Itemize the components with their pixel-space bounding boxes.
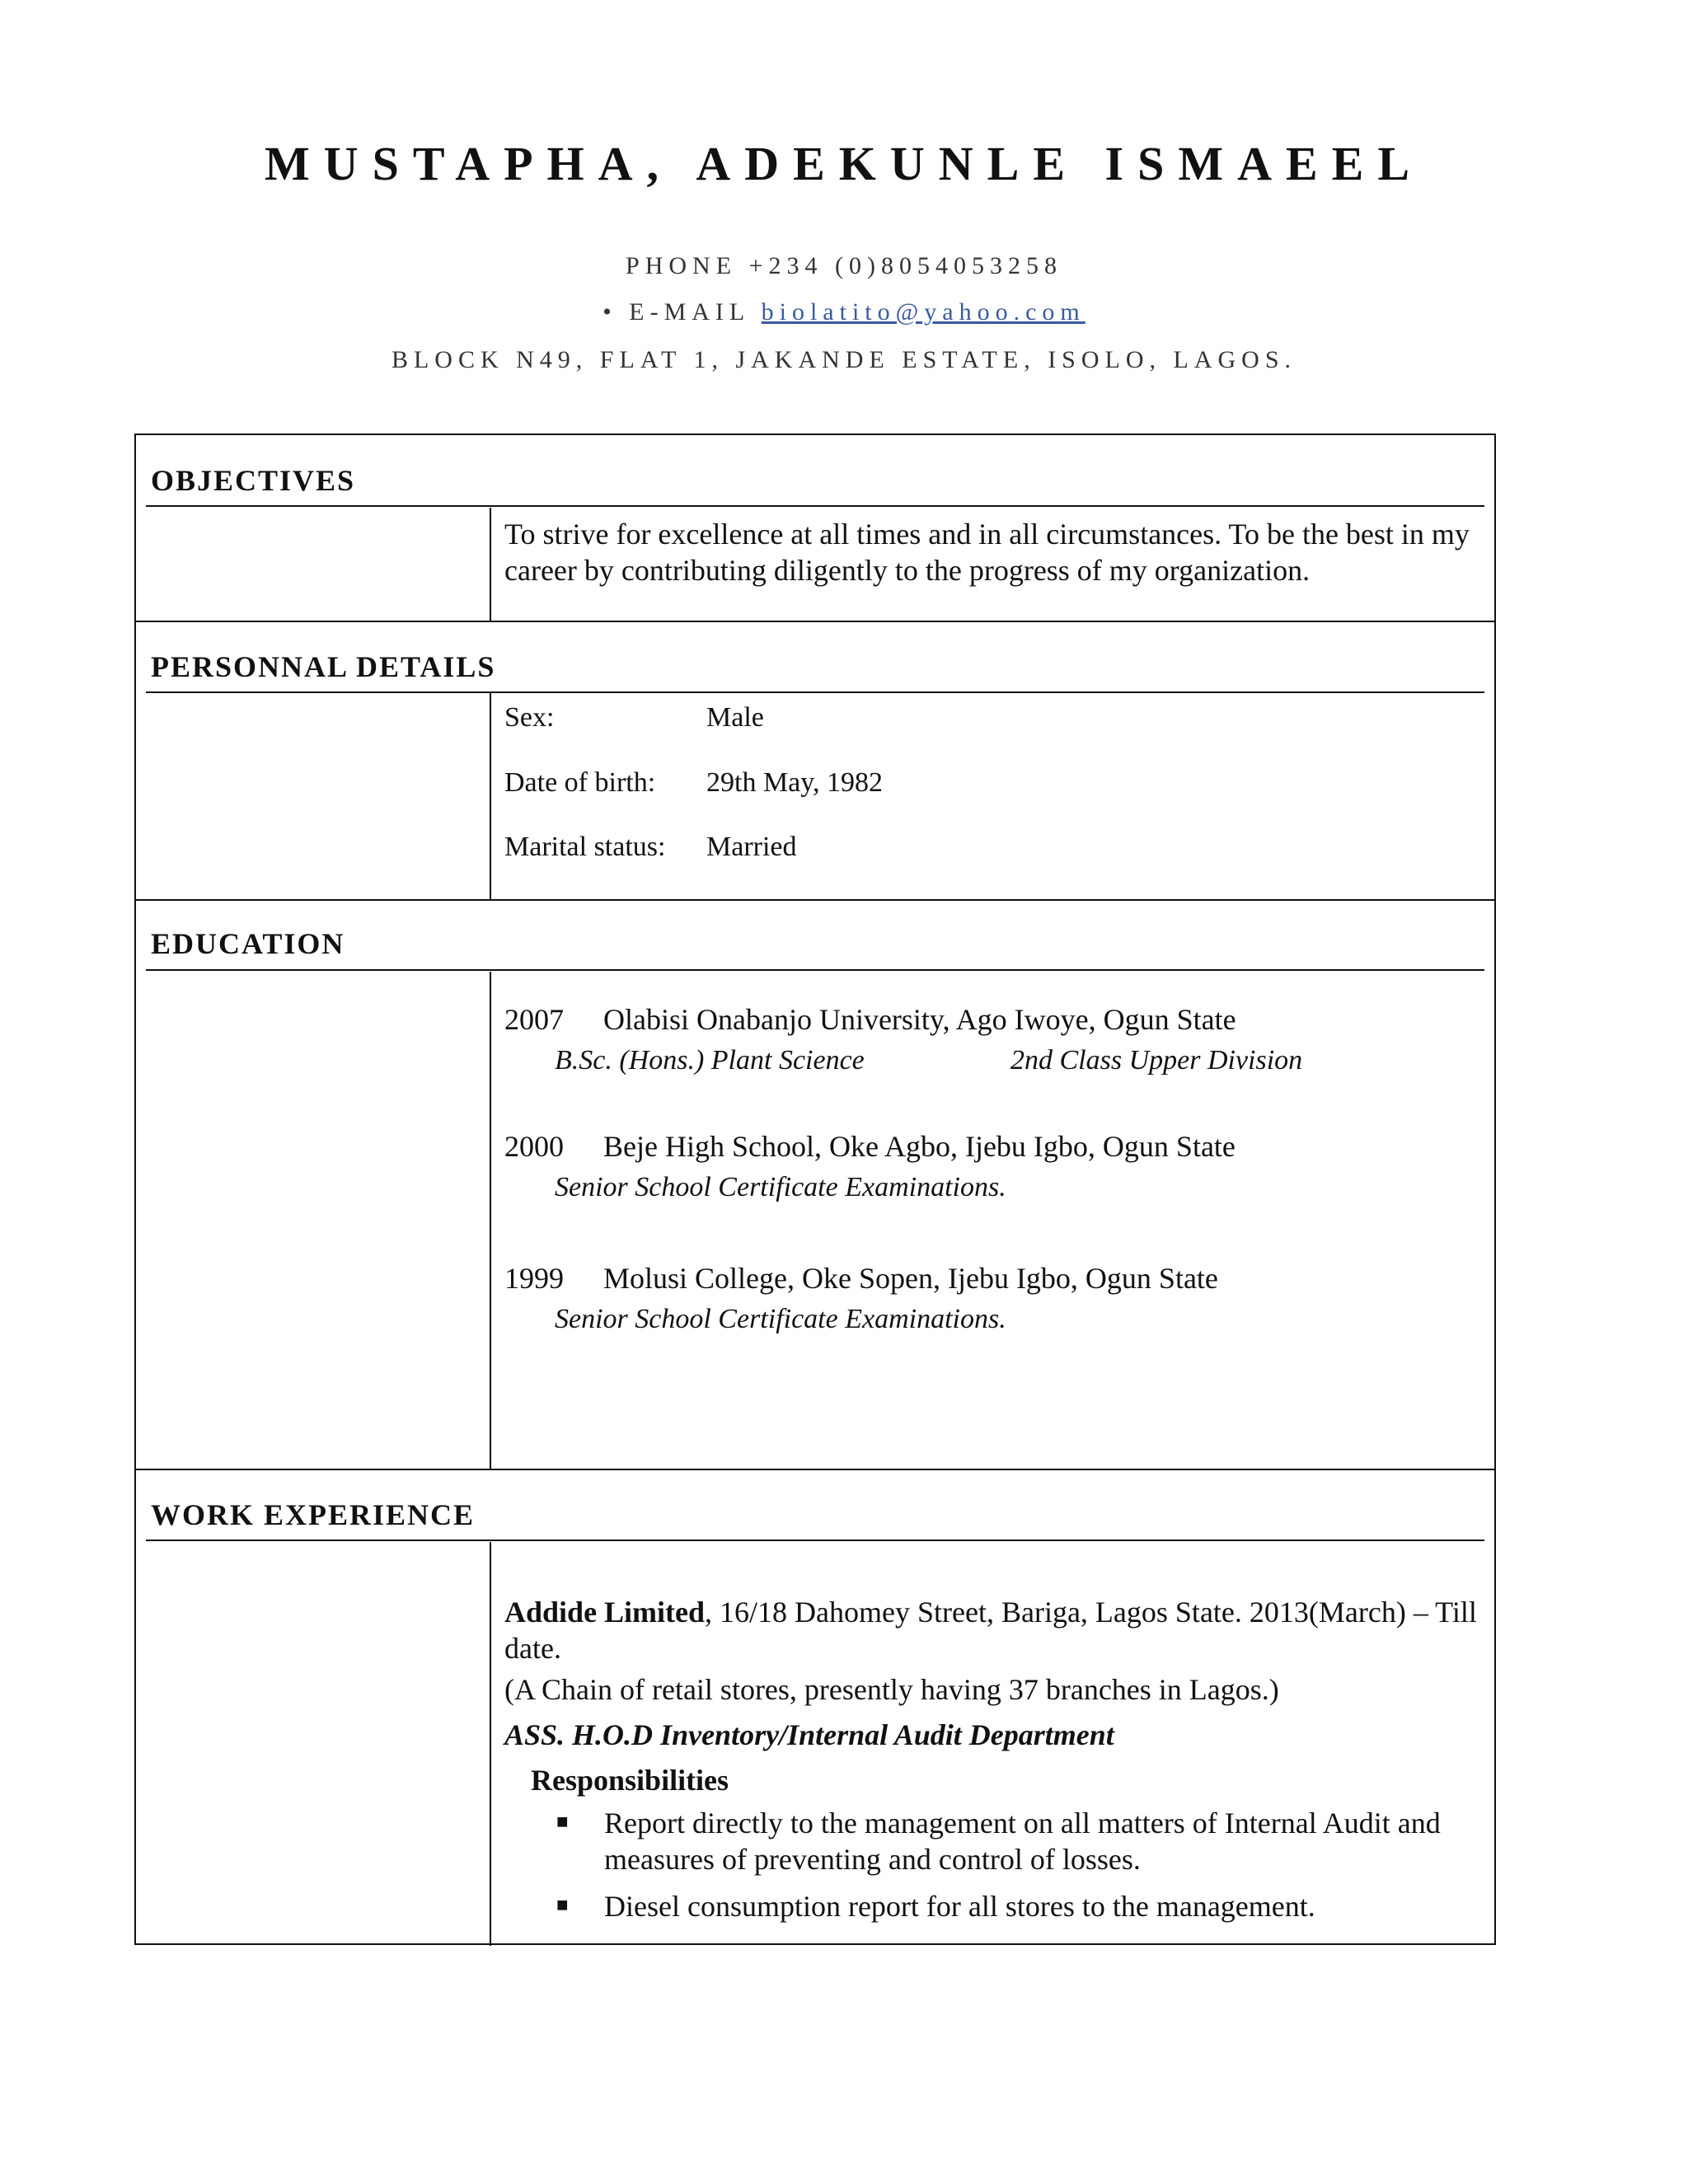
work-company-description: (A Chain of retail stores, presently having 37 branches in Lagos.) <box>504 1673 1279 1706</box>
column-divider <box>490 972 491 1469</box>
column-divider <box>490 508 491 621</box>
detail-label: Sex: <box>504 702 555 733</box>
work-company-line <box>504 1594 1485 1666</box>
responsibility-item: Diesel consumption report for all stores to the management. <box>604 1890 1315 1923</box>
detail-row-date-of-birth <box>504 767 883 799</box>
objectives-text: To strive for excellence at all times and in all circumstances. To be the best in my career by contributing diligently to the progress of my organization. <box>504 518 1470 587</box>
education-item <box>504 1129 1236 1164</box>
education-school: Olabisi Onabanjo University, Ago Iwoye, Ogun State <box>603 1003 1236 1036</box>
bullet-icon: ■ <box>556 1895 569 1916</box>
education-qualification: Senior School Certificate Examinations. <box>555 1172 1006 1202</box>
row-divider <box>136 621 1494 622</box>
education-qualification: Senior School Certificate Examinations. <box>555 1304 1006 1334</box>
detail-value: Married <box>706 832 797 862</box>
email-line <box>0 298 1688 326</box>
education-year: 2000 <box>504 1130 564 1163</box>
home-address: BLOCK N49, FLAT 1, JAKANDE ESTATE, ISOLO, LAGOS. <box>391 346 1297 373</box>
bullet-icon: ■ <box>556 1811 569 1833</box>
education-school: Molusi College, Oke Sopen, Ijebu Igbo, Ogun State <box>603 1262 1218 1295</box>
education-item <box>504 1002 1236 1037</box>
detail-label: Date of birth: <box>504 767 656 798</box>
education-grade: 2nd Class Upper Division <box>1010 1045 1303 1076</box>
column-divider <box>490 693 491 899</box>
detail-value: Male <box>706 702 764 733</box>
section-divider <box>146 969 1484 971</box>
section-divider <box>146 505 1484 507</box>
education-year: 2007 <box>504 1003 564 1036</box>
detail-row-marital-status <box>504 832 797 863</box>
education-qualification: B.Sc. (Hons.) Plant Science <box>555 1045 865 1076</box>
personal-details-heading: PERSONNAL DETAILS <box>151 650 496 683</box>
email-label: • E-MAIL <box>603 298 750 326</box>
responsibilities-label: Responsibilities <box>531 1764 729 1797</box>
work-experience-heading: WORK EXPERIENCE <box>151 1498 476 1531</box>
detail-row-sex <box>504 702 764 733</box>
objectives-heading: OBJECTIVES <box>151 464 356 497</box>
phone-number: PHONE +234 (0)8054053258 <box>626 252 1062 279</box>
section-divider <box>146 691 1484 693</box>
row-divider <box>136 1469 1494 1470</box>
detail-value: 29th May, 1982 <box>706 767 884 798</box>
column-divider <box>490 1542 491 1946</box>
work-role: ASS. H.O.D Inventory/Internal Audit Department <box>504 1718 1114 1751</box>
detail-label: Marital status: <box>504 832 666 862</box>
education-heading: EDUCATION <box>151 927 345 960</box>
education-year: 1999 <box>504 1262 564 1295</box>
row-divider <box>136 899 1494 901</box>
education-item <box>504 1261 1218 1296</box>
candidate-name: MUSTAPHA, ADEKUNLE ISMAEEL <box>264 137 1424 190</box>
work-company-name: Addide Limited <box>504 1596 706 1629</box>
email-link[interactable]: biolatito@yahoo.com <box>761 298 1085 326</box>
section-divider <box>146 1540 1484 1541</box>
work-company-details: , 16/18 Dahomey Street, Bariga, Lagos State. 2013(March) – Till date. <box>504 1596 1477 1665</box>
education-school: Beje High School, Oke Agbo, Ijebu Igbo, Ogun State <box>603 1130 1236 1163</box>
responsibility-item: Report directly to the management on all matters of Internal Audit and measures of preventing and control of losses. <box>604 1807 1441 1876</box>
cv-table <box>134 434 1496 1945</box>
